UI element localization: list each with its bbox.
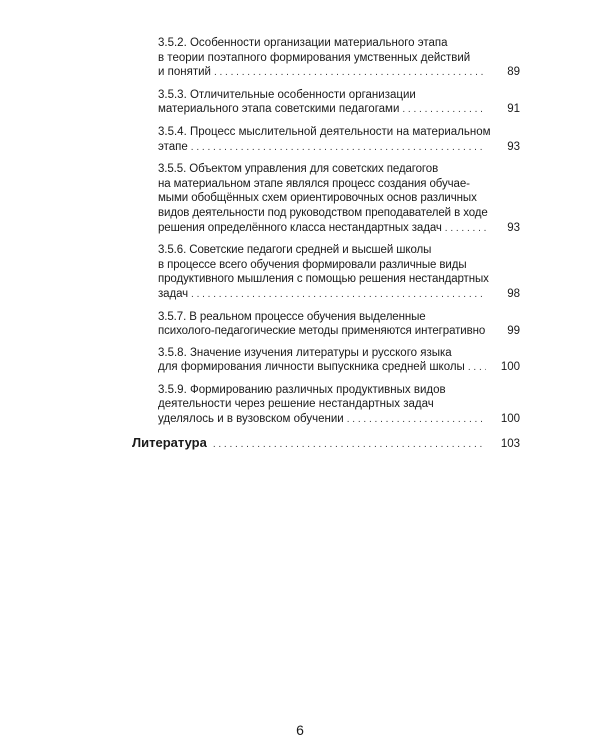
toc-entry-line: продуктивного мышления с помощью решения нестандартных — [158, 273, 489, 286]
toc-page-number: 93 — [507, 221, 520, 234]
toc-entry-line: решения определённого класса нестандартных задач — [158, 221, 442, 234]
toc-entry-line: задач — [158, 287, 189, 300]
toc-entry-line: материального этапа советскими педагогами — [158, 103, 400, 116]
toc-entry-line: мыми обобщённых схем ориентировочных основ различных — [158, 192, 477, 205]
toc-page-number: 93 — [507, 140, 520, 153]
toc-entry-line: уделялось и в вузовском обучении — [158, 413, 344, 426]
toc-entry-line: в процессе всего обучения формировали различные виды — [158, 258, 467, 271]
toc-entry-line: для формирования личности выпускника средней школы — [158, 361, 465, 374]
toc-page-number: 89 — [507, 66, 520, 79]
toc-entry-line: видов деятельности под руководством преподавателей в ходе — [158, 206, 488, 219]
dot-leader — [191, 288, 486, 303]
toc-entry-line: 3.5.3. Отличительные особенности организации — [158, 88, 416, 101]
toc-entry-line: 3.5.4. Процесс мыслительной деятельности на материальном — [158, 125, 491, 138]
dot-leader — [213, 439, 486, 450]
toc-entry-line: 3.5.2. Особенности организации материального этапа — [158, 37, 448, 49]
table-of-contents — [132, 36, 520, 450]
toc-page-number: 100 — [500, 361, 520, 374]
toc-entry-line: 3.5.9. Формированию различных продуктивных видов — [158, 383, 446, 396]
toc-entry-3-5-2[interactable] — [158, 36, 520, 81]
toc-entry-line: психолого-педагогические методы применяются интегративно — [158, 325, 486, 338]
literature-heading: Литература — [132, 434, 207, 450]
toc-entry-3-5-5[interactable] — [158, 162, 520, 236]
toc-entry-3-5-6[interactable] — [158, 243, 520, 302]
toc-entry-line: этапе — [158, 140, 188, 153]
dot-leader — [402, 103, 486, 118]
toc-entry-line: на материальном этапе являлся процесс создания обучае- — [158, 177, 470, 190]
toc-entry-line: деятельности через решение нестандартных задач — [158, 398, 434, 411]
toc-entry-line: и понятий — [158, 66, 211, 79]
toc-entry-3-5-3[interactable] — [158, 88, 520, 118]
page-number: 6 — [296, 722, 304, 738]
toc-entry-literature[interactable] — [132, 435, 520, 450]
dot-leader — [214, 66, 486, 81]
toc-entry-line: 3.5.8. Значение изучения литературы и русского языка — [158, 346, 452, 359]
dot-leader — [347, 413, 486, 428]
toc-entry-line: 3.5.6. Советские педагоги средней и высшей школы — [158, 244, 432, 257]
toc-entry-3-5-9[interactable] — [158, 383, 520, 428]
dot-leader — [445, 222, 486, 237]
dot-leader — [468, 361, 486, 376]
toc-entry-line: 3.5.5. Объектом управления для советских педагогов — [158, 163, 439, 176]
toc-page-number: 91 — [507, 103, 520, 116]
toc-entry-line: 3.5.7. В реальном процессе обучения выделенные — [158, 310, 426, 323]
toc-page-number: 99 — [507, 325, 520, 338]
toc-entry-3-5-4[interactable] — [158, 125, 520, 155]
toc-entry-3-5-7[interactable] — [158, 310, 520, 339]
dot-leader — [191, 141, 486, 156]
toc-entry-3-5-8[interactable] — [158, 346, 520, 376]
toc-entry-line: в теории поэтапного формирования умственных действий — [158, 51, 471, 64]
toc-page-number: 98 — [507, 287, 520, 300]
toc-page-number: 103 — [500, 437, 520, 450]
toc-page-number: 100 — [500, 413, 520, 426]
